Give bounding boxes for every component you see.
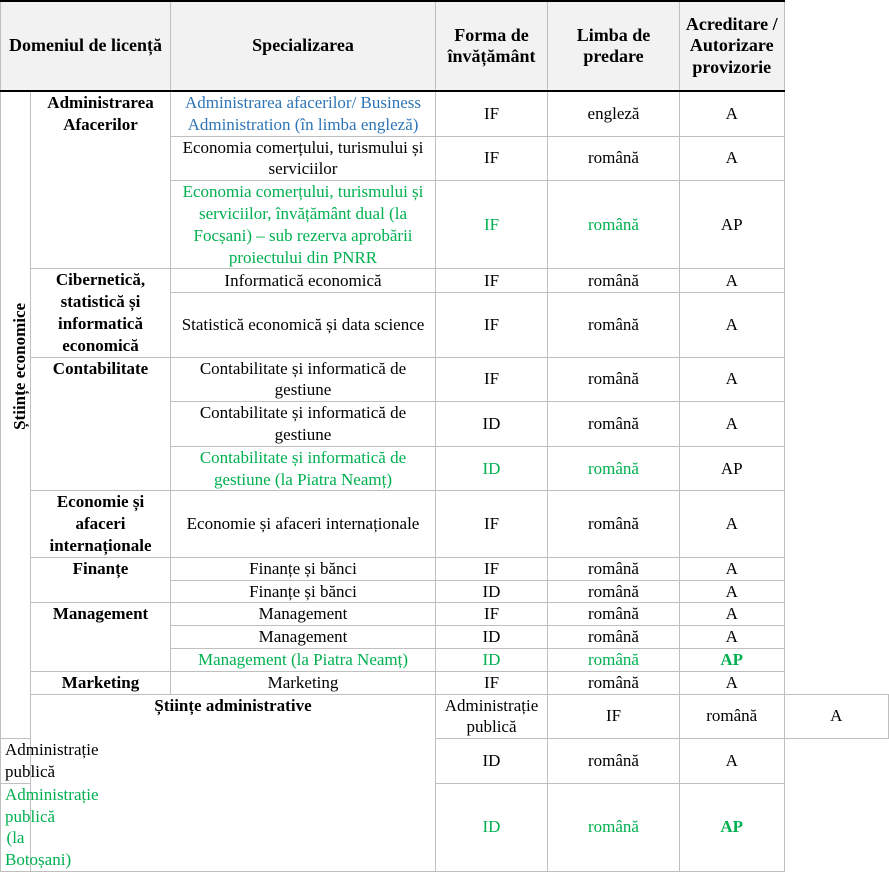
acreditare-cell: AP [680,783,785,871]
acreditare-cell: A [680,269,785,292]
specializare-cell: Marketing [171,671,436,694]
limba-cell: română [548,357,680,402]
specializare-cell: Economie și afaceri internaționale [171,491,436,557]
forma-cell: ID [436,739,548,784]
acreditare-cell: A [680,603,785,626]
table-row [1,491,889,557]
forma-cell: IF [436,671,548,694]
acreditare-cell: A [680,739,785,784]
specializare-cell: Administrație publică (la Botoșani) [1,783,31,871]
domain-contabilitate: Contabilitate [31,357,171,491]
domain-cibernetica: Cibernetică, statistică și informatică economică [31,269,171,357]
forma-cell: IF [548,694,680,739]
forma-cell: IF [436,269,548,292]
forma-cell: IF [436,91,548,136]
limba-cell: română [548,580,680,603]
specializare-cell: Statistică economică și data science [171,292,436,357]
acreditare-cell: A [680,557,785,580]
specializare-cell: Management [171,603,436,626]
acreditare-cell: A [680,580,785,603]
limba-cell: română [548,626,680,649]
limba-cell: română [548,739,680,784]
domain-marketing: Marketing [31,671,171,694]
limba-cell: română [548,648,680,671]
forma-cell: IF [436,181,548,269]
acreditare-cell: A [680,671,785,694]
acreditare-cell: A [680,91,785,136]
domain-management: Management [31,603,171,671]
specializare-cell: Management (la Piatra Neamț) [171,648,436,671]
table-header-row [1,1,889,91]
acreditare-cell: AP [680,648,785,671]
specializare-cell: Finanțe și bănci [171,580,436,603]
forma-cell: ID [436,446,548,491]
header-forma: Forma de învățământ [436,1,548,91]
domain-finante: Finanțe [31,557,171,603]
specializare-cell: Contabilitate și informatică de gestiune [171,357,436,402]
specializare-cell: Contabilitate și informatică de gestiune [171,402,436,447]
forma-cell: IF [436,557,548,580]
domain-administrarea-afacerilor: Administrarea Afacerilor [31,91,171,269]
acreditare-cell: A [680,402,785,447]
domain-economie-afaceri-internationale: Economie și afaceri internaționale [31,491,171,557]
specializare-cell: Administrarea afacerilor/ Business Administration (în limba engleză) [171,91,436,136]
forma-cell: IF [436,292,548,357]
table-row [1,269,889,292]
limba-cell: română [548,136,680,181]
limba-cell: română [548,292,680,357]
limba-cell: română [548,491,680,557]
acreditare-cell: A [680,357,785,402]
header-domeniu: Domeniul de licență [1,1,171,91]
limba-cell: română [548,783,680,871]
limba-cell: română [548,269,680,292]
table-row [1,91,889,136]
acreditare-cell: AP [680,181,785,269]
forma-cell: IF [436,357,548,402]
domain-stiinte-administrative: Științe administrative [31,694,436,871]
table-row [1,694,889,739]
header-acreditare: Acreditare / Autorizare provizorie [680,1,785,91]
specializare-cell: Administrație publică [1,739,31,784]
limba-cell: română [548,181,680,269]
forma-cell: ID [436,580,548,603]
forma-cell: ID [436,648,548,671]
forma-cell: ID [436,626,548,649]
limba-cell: română [548,603,680,626]
limba-cell: română [680,694,785,739]
specializare-cell: Informatică economică [171,269,436,292]
table-row [1,357,889,402]
group-label-stiinte-economice [1,91,31,739]
header-specializare: Specializarea [171,1,436,91]
table-row [1,557,889,580]
specializare-cell: Economia comerțului, turismului și serviciilor, învățământ dual (la Focșani) – sub rezerva aprobării proiectului din PNRR [171,181,436,269]
acreditare-cell: A [784,694,889,739]
limba-cell: română [548,446,680,491]
header-limba: Limba de predare [548,1,680,91]
forma-cell: IF [436,603,548,626]
limba-cell: română [548,402,680,447]
forma-cell: ID [436,783,548,871]
specializare-cell: Contabilitate și informatică de gestiune (la Piatra Neamț) [171,446,436,491]
vertical-label: Științe economice [10,303,30,431]
acreditare-cell: A [680,491,785,557]
acreditare-cell: A [680,292,785,357]
acreditare-cell: AP [680,446,785,491]
forma-cell: IF [436,491,548,557]
table-row [1,603,889,626]
forma-cell: ID [436,402,548,447]
specializare-cell: Economia comerțului, turismului și serviciilor [171,136,436,181]
specializare-cell: Management [171,626,436,649]
table-row [1,671,889,694]
limba-cell: engleză [548,91,680,136]
specializare-cell: Finanțe și bănci [171,557,436,580]
limba-cell: română [548,557,680,580]
acreditare-cell: A [680,136,785,181]
limba-cell: română [548,671,680,694]
acreditare-cell: A [680,626,785,649]
specializare-cell: Administrație publică [436,694,548,739]
forma-cell: IF [436,136,548,181]
